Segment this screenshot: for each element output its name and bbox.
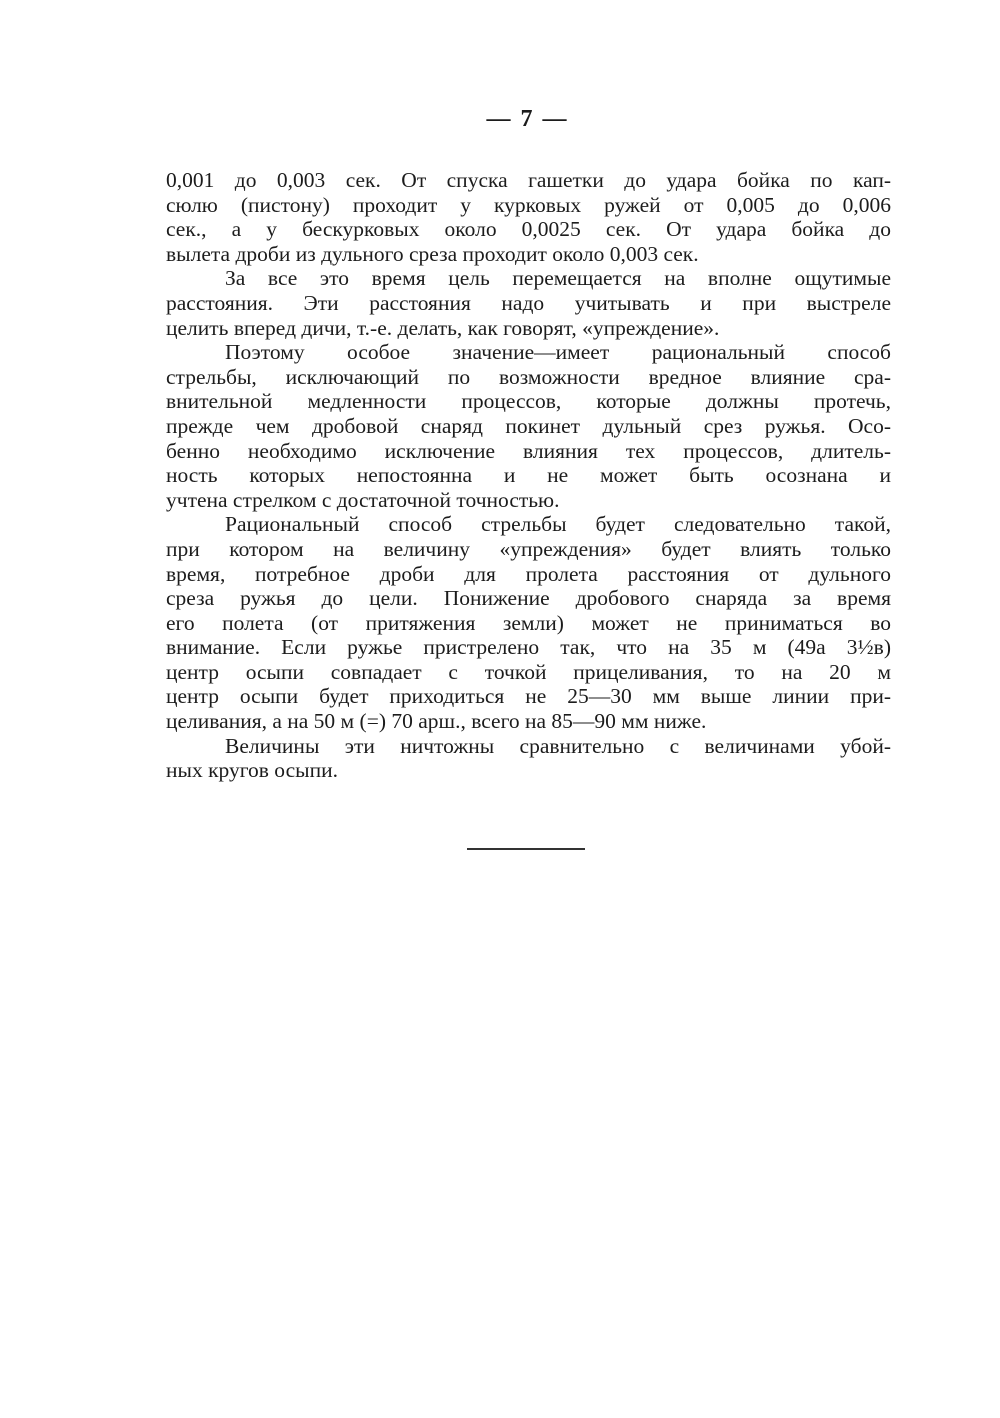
text-line: центр осыпи будет приходиться не 25—30 мм выше линии при-	[166, 684, 891, 709]
text-line: целить вперед дичи, т.-е. делать, как говорят, «упреждение».	[166, 315, 720, 340]
text-line: Величины эти ничтожны сравнительно с величинами убой-	[225, 733, 891, 758]
text-line: прежде чем дробовой снаряд покинет дульный срез ружья. Осо-	[166, 413, 891, 438]
text-line: ных кругов осыпи.	[166, 758, 338, 783]
end-rule	[467, 848, 585, 850]
text-line: Рациональный способ стрельбы будет следовательно такой,	[225, 512, 891, 537]
text-line: сек., а у бескурковых около 0,0025 сек. От удара бойка до	[166, 217, 891, 242]
text-line: сюлю (пистону) проходит у курковых ружей от 0,005 до 0,006	[166, 192, 891, 217]
text-line: среза ружья до цели. Понижение дробового снаряда за время	[166, 586, 891, 611]
page-number: — 7 —	[486, 106, 569, 132]
text-line: его полета (от притяжения земли) может не приниматься во	[166, 610, 891, 635]
text-line: ность которых непостоянна и не может быть осознана и	[166, 463, 891, 488]
text-line: За все это время цель перемещается на вполне ощутимые	[225, 266, 891, 291]
text-line: стрельбы, исключающий по возможности вредное влияние сра-	[166, 364, 891, 389]
text-line: вылета дроби из дульного среза проходит около 0,003 сек.	[166, 241, 699, 266]
text-line: центр осыпи совпадает с точкой прицеливания, то на 20 м	[166, 659, 891, 684]
text-line: целивания, а на 50 м (=) 70 арш., всего на 85—90 мм ниже.	[166, 709, 707, 734]
text-line: внительной медленности процессов, которые должны протечь,	[166, 389, 891, 414]
text-line: бенно необходимо исключение влияния тех процессов, длитель-	[166, 438, 891, 463]
text-line: внимание. Если ружье пристрелено так, что на 35 м (49а 3½в)	[166, 635, 891, 660]
body-text	[166, 168, 891, 783]
text-line: 0,001 до 0,003 сек. От спуска гашетки до удара бойка по кап-	[166, 168, 891, 192]
text-line: время, потребное дроби для пролета расстояния от дульного	[166, 561, 891, 586]
text-line: Поэтому особое значение—имеет рациональный способ	[225, 340, 891, 365]
text-line: расстояния. Эти расстояния надо учитывать и при выстреле	[166, 290, 891, 315]
text-line: при котором на величину «упреждения» будет влиять только	[166, 536, 891, 561]
text-line: учтена стрелком с достаточной точностью.	[166, 487, 560, 512]
